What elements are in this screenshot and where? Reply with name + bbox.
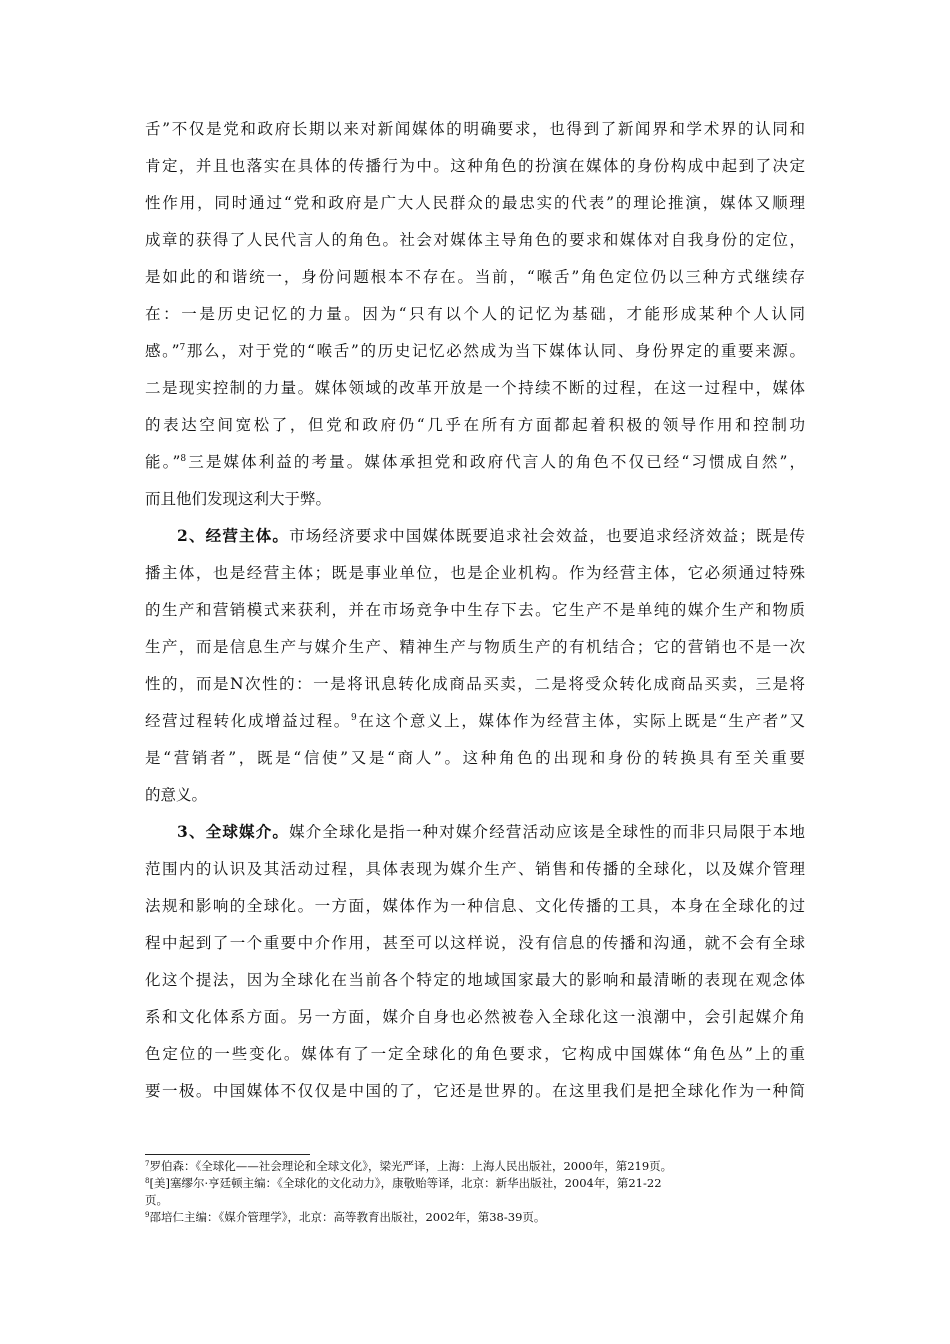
body-line: 化这个提法，因为全球化在当前各个特定的地域国家最大的影响和最清晰的表现在观念体 <box>145 971 805 989</box>
body-line: 系和文化体系方面。另一方面，媒介自身也必然被卷入全球化这一浪潮中，会引起媒介角 <box>145 1008 805 1026</box>
body-line: 成章的获得了人民代言人的角色。社会对媒体主导角色的要求和媒体对自我身份的定位， <box>145 231 805 249</box>
body-line: 播主体，也是经营主体；既是事业单位，也是企业机构。作为经营主体，它必须通过特殊 <box>145 564 805 582</box>
footnote-separator <box>145 1154 310 1155</box>
section-heading: 2、经营主体。 <box>177 526 290 545</box>
body-line: 能。”$^8$三是媒体利益的考量。媒体承担党和政府代言人的角色不仅已经“习惯成自然”， <box>145 453 805 471</box>
body-line: 的意义。 <box>145 786 208 804</box>
body-line: 程中起到了一个重要中介作用，甚至可以这样说，没有信息的传播和沟通，就不会有全球 <box>145 934 805 952</box>
body-line: 要一极。中国媒体不仅仅是中国的了，它还是世界的。在这里我们是把全球化作为一种简 <box>145 1082 805 1100</box>
footnote-8: $^8$[美]塞缪尔·亨廷顿主编：《全球化的文化动力》，康敬贻等译，北京：新华出版社，2004年，第21-22 <box>145 1176 662 1190</box>
body-line: 感。”$^7$那么，对于党的“喉舌”的历史记忆必然成为当下媒体认同、身份界定的重要来源。 <box>145 342 805 360</box>
footnote-ref-9: 9 <box>350 713 357 723</box>
section-heading-line: 3、全球媒介。媒介全球化是指一种对媒介经营活动应该是全球性的而非只局限于本地 <box>177 822 805 841</box>
body-line: 生产，而是信息生产与媒介生产、精神生产与物质生产的有机结合；它的营销也不是一次 <box>145 638 805 656</box>
footnote-8-continued: 页。 <box>145 1193 168 1207</box>
body-line: 在：一是历史记忆的力量。因为“只有以个人的记忆为基础，才能形成某种个人认同 <box>145 305 805 323</box>
body-line: 性作用，同时通过“党和政府是广大人民群众的最忠实的代表”的理论推演，媒体又顺理 <box>145 194 805 212</box>
body-line: 舌”不仅是党和政府长期以来对新闻媒体的明确要求，也得到了新闻界和学术界的认同和 <box>145 120 805 138</box>
body-line: 的表达空间宽松了，但党和政府仍“几乎在所有方面都起着积极的领导作用和控制功 <box>145 416 805 434</box>
body-line: 肯定，并且也落实在具体的传播行为中。这种角色的扮演在媒体的身份构成中起到了决定 <box>145 157 805 175</box>
section-heading: 3、全球媒介。 <box>177 822 290 841</box>
body-line: 二是现实控制的力量。媒体领域的改革开放是一个持续不断的过程，在这一过程中，媒体 <box>145 379 805 397</box>
footnote-ref-7: 7 <box>179 343 186 353</box>
body-line: 性的，而是N次性的：一是将讯息转化成商品买卖，二是将受众转化成商品买卖，三是将 <box>145 675 805 693</box>
body-line: 而且他们发现这利大于弊。 <box>145 490 332 508</box>
footnote-7: $^7$罗伯森：《全球化——社会理论和全球文化》，梁光严译，上海：上海人民出版社，2000年，第219页。 <box>145 1159 673 1173</box>
body-line: 是“营销者”，既是“信使”又是“商人”。这种角色的出现和身份的转换具有至关重要 <box>145 749 805 767</box>
section-heading-line: 2、经营主体。市场经济要求中国媒体既要追求社会效益，也要追求经济效益；既是传 <box>177 526 805 545</box>
footnote-9: $^9$邵培仁主编：《媒介管理学》，北京：高等教育出版社，2002年，第38-39页。 <box>145 1210 546 1224</box>
body-line: 的生产和营销模式来获利，并在市场竞争中生存下去。它生产不是单纯的媒介生产和物质 <box>145 601 805 619</box>
body-line: 法规和影响的全球化。一方面，媒体作为一种信息、文化传播的工具，本身在全球化的过 <box>145 897 805 915</box>
body-line: 经营过程转化成增益过程。$^9$在这个意义上，媒体作为经营主体，实际上既是“生产者”又 <box>145 712 805 730</box>
body-line: 是如此的和谐统一，身份问题根本不存在。当前，“喉舌”角色定位仍以三种方式继续存 <box>145 268 805 286</box>
body-line: 色定位的一些变化。媒体有了一定全球化的角色要求，它构成中国媒体“角色丛”上的重 <box>145 1045 805 1063</box>
body-line: 范围内的认识及其活动过程，具体表现为媒介生产、销售和传播的全球化，以及媒介管理 <box>145 860 805 878</box>
footnote-ref-8: 8 <box>180 454 187 464</box>
